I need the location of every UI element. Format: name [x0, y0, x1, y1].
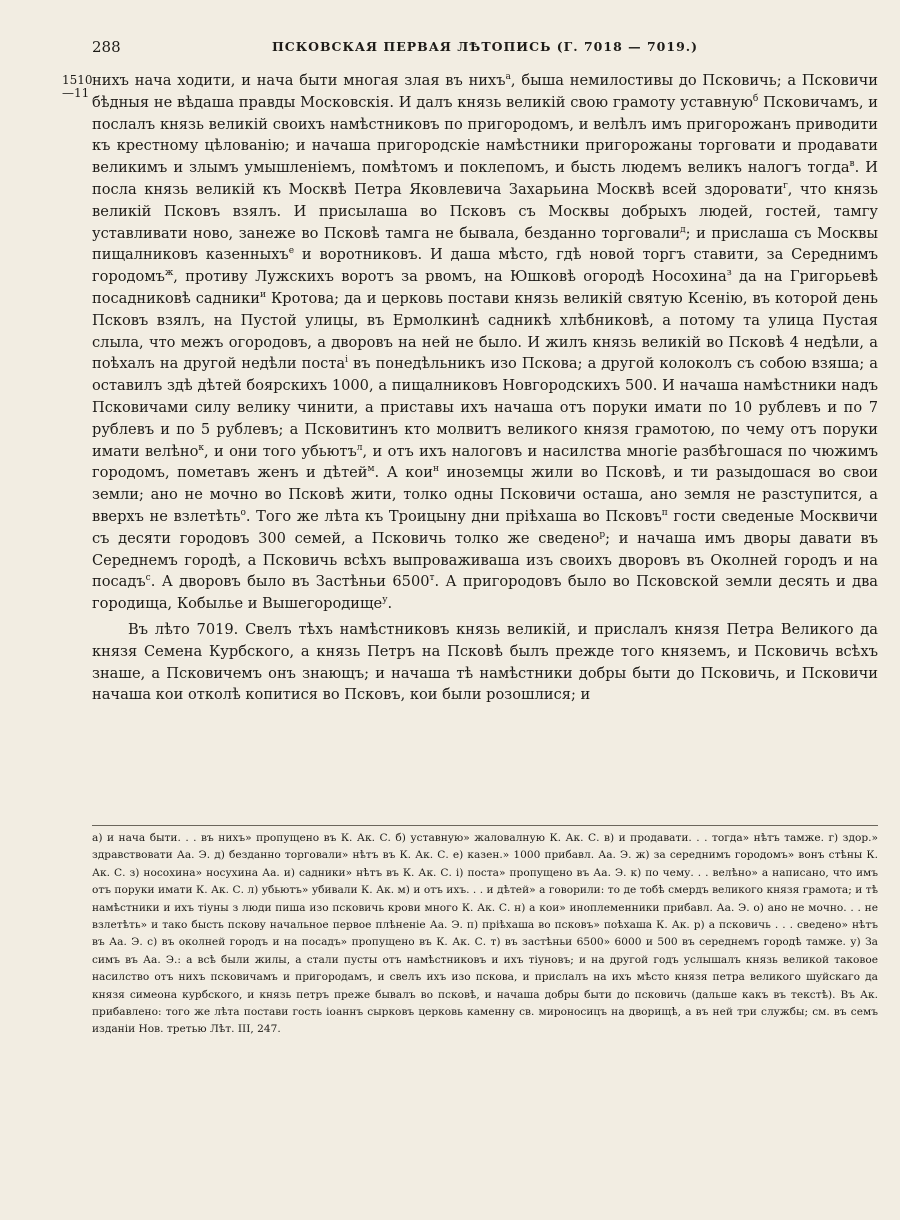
margin-year-start: 1510: [62, 73, 93, 87]
footnote-marker: т: [429, 573, 435, 584]
footnotes: [92, 830, 878, 1039]
footnote-marker: з: [726, 268, 732, 279]
footnote-marker: р: [599, 529, 606, 540]
footnote-marker: г: [783, 181, 788, 192]
footnote-marker: о: [240, 508, 246, 519]
footnote-block: а) и нача быти. . . въ нихъ» пропущено въ К. Ак. С. б) уставную» жаловалную К. Ак. С. в) и продавати. . . тогда» нѣтъ тамже. г) здор.» здравствовати Аа. Э. д) безданно торговали» нѣтъ въ К. Ак. С. е) казен.» 1000 прибавл. Аа. Э. ж) за середнимъ городомъ» вонъ стѣны К. Ак. С. з) носохина» носухина Аа. и) садники» нѣтъ въ К. Ак. С. i) поста» пропущено въ Аа. Э. к) по чему. . . велѣно» а написано, что имъ отъ поруки имати К. Ак. С. л) убьютъ» убивали К. Ак. м) и отъ ихъ. . . и дѣтей» а говорили: то де тобѣ смердъ великого князя грамота; и тѣ намѣстники и ихъ тiуны з люди пиша изо псковичь крови много К. Ак. С. н) а кои» иноплеменники прибавл. Аа. Э. о) ано не мочно. . . не взлетѣть» и тако бысть псковy начальное первое плѣненiе Аа. Э. п) прiѣхаша во псковъ» поѣхаша К. Ак. р) а псковичь . . . сведено» нѣтъ въ Аа. Э. с) въ околней городъ и на посадъ» пропущено въ К. Ак. С. т) въ застѣньи 6500» 6000 и 500 въ середнемъ городѣ тамже. у) За симъ въ Аа. Э.: а всѣ были жилы, а стали пусты отъ намѣстниковъ и ихъ тiуновъ; и на другой годъ услышалъ князь великой таковое насилство отъ нихъ псковичамъ и пригородамъ, и свелъ ихъ изо пскова, и прислалъ на ихъ мѣсто князя петра великого шуйскаго да князя симеона курбского, и князь петръ преже бывалъ во псковѣ, и начаша добры быти до псковичь (дальше какъ въ текстѣ). Въ Ак. прибавлено: того же лѣта постави гость iоаннъ сырковъ церковь каменну св. мироносицъ на дворищѣ, а въ ней три службы; см. въ семъ изданiи Нов. третью Лѣт. III, 247.: [92, 832, 878, 1036]
footnote-marker: ж: [164, 268, 174, 279]
footnote-marker: н: [432, 464, 439, 475]
footnote-marker: i: [345, 355, 348, 366]
running-title: ПСКОВСКАЯ ПЕРВАЯ ЛѢТОПИСЬ (Г. 7018 — 7019.): [271, 39, 699, 54]
footnote-marker: с: [145, 573, 151, 584]
footnote-marker: к: [198, 442, 205, 453]
footnote-marker: д: [680, 224, 686, 235]
page-header: [92, 38, 878, 58]
chronicle-paragraph-7018: нихъ нача ходити, и нача быти многая злая въ нихъ$^а$, бышa немилостивы до Псковичь; а Псковичи бѣдныя не вѣдаша правды Московскiя. И далъ князь великiй свою грамоту уставную$^б$ Псковичамъ, и послалъ князь великiй своихъ намѣстниковъ по пригородомъ, и велѣлъ имъ пригорожанъ приводити къ крестному цѣлованiю; и начаша пригородскiе намѣстники пригорожаны торговати и продавати великимъ и злымъ умышленiемъ, помѣтомъ и поклепомъ, и бысть людемъ великъ налогъ тогда$^в$. И посла князь великiй къ Москвѣ Петра Яковлевича Захарьина Москвѣ всей здоровати$^г$, что князь великiй Псковъ взялъ. И присылаша во Псковъ съ Москвы добрыхъ людей, гостей, тамгу уставливати ново, занеже во Псковѣ тамга не бывала, безданно торговали$^д$; и прислаша съ Москвы пищалниковъ казенныхъ$^е$ и воротниковъ. И даша мѣсто, гдѣ новой торгъ ставити, за Середнимъ городомъ$^ж$, противу Лужскихъ воротъ за рвомъ, на Юшковѣ огородѣ Носохина$^з$ да на Григорьевѣ посадниковѣ садники$^и$ Кротова; да и церковь постави князь великiй святую Ксенiю, въ которой день Псковъ взялъ, на Пустой улицы, въ Ермолкинѣ садникѣ хлѣбниковѣ, а потому та улица Пустая слыла, что межъ огородовъ, а дворовъ на ней не было. И жилъ князь великiй во Псковѣ 4 недѣли, а поѣхалъ на другой недѣли поста$^i$ въ понедѣльникъ изо Пскова; а другой колоколъ съ собою взяша; а оставилъ здѣ дѣтей боярскихъ 1000, а пищалниковъ Новгородскихъ 500. И начаша намѣстники надъ Псковичами силу велику чинити, а приставы ихъ начаша отъ поруки имати по 10 рублевъ и по 7 рублевъ и по 5 рублевъ; а Псковитинъ кто молвитъ великого князя грамотою, по чему отъ поруки имати велѣно$^к$, и они того убьютъ$^л$, и отъ ихъ налоговъ и насилства многiе разбѣгошася по чюжимъ городомъ, пометавъ женъ и дѣтей$^м$. А кои$^н$ иноземцы жили во Псковѣ, и ти разыдошася во свои земли; ано не мочно во Псковѣ жити, толко одны Псковичи осташа, ано земля не разступится, а вверхъ не взлетѣть$^о$. Того же лѣта къ Троицыну дни прiѣхаша во Псковъ$^п$ гости сведеные Москвичи съ десяти городовъ 300 семей, а Псковичь толко же сведено$^р$; и начаша имъ дворы давати въ Середнемъ городѣ, а Псковичь всѣхъ выпроваживаша изъ своихъ дворовъ въ Околней городъ и на посадъ$^с$. А дворовъ было въ Застѣньи $6500^т$. А пригородовъ было во Псковской земли десять и два городища, Кобылье и Вышегородище$^у$.: [92, 72, 879, 613]
footnote-marker: л: [356, 442, 363, 453]
footnote-marker: и: [259, 290, 266, 301]
chronicle-text: [92, 70, 878, 706]
footnote-marker: у: [382, 595, 388, 606]
margin-year-note: [62, 74, 93, 100]
footnote-marker: п: [661, 508, 668, 519]
footnote-marker: б: [752, 93, 759, 104]
footnote-divider: [92, 825, 878, 826]
margin-year-end: —11: [62, 86, 90, 100]
footnote-marker: в: [849, 159, 855, 170]
footnote-marker: е: [288, 246, 295, 257]
footnote-marker: а: [505, 72, 511, 83]
chronicle-paragraph-7019: Въ лѣто 7019. Свелъ тѣхъ намѣстниковъ князь великiй, и прислалъ князя Петра Великого да князя Семена Курбского, а князь Петръ на Псковѣ былъ прежде того княземъ, и Псковичь всѣхъ знаше, а Псковичемъ онъ знающъ; и начаша тѣ намѣстники добры быти до Псковичь, и Псковичи начаша кои отколѣ копитися во Псковъ, кои были розошлися; и: [92, 620, 878, 704]
footnote-marker: м: [367, 464, 375, 475]
page-number: 288: [92, 38, 121, 56]
